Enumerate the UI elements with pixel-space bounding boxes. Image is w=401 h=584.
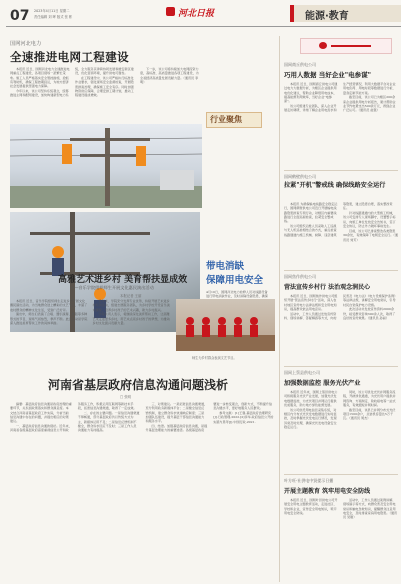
paragraph: 该公司组建专业团队，深入企业开展走访调研，详细了解企业用电需求和生产经营情况，利用大数据平台对企业用电负荷、用电时段等数据进行分析，量身定制节能方案。 [284, 82, 396, 113]
paper-name: 河北日报 [178, 9, 215, 19]
article-r2 [284, 174, 398, 268]
paragraph: 今年以来，该公司坚持系统观念，统筹推进主网和配网建设，加快构建新型电力系统，全力服务京津冀协同发展和雄安新区建设，优化营商环境，提升供电可靠性。 [10, 67, 134, 98]
article-title: 河南省基层政府信息沟通问题浅析 [48, 378, 229, 392]
paragraph: 在工程建设中，该公司严格执行标准化作业要求，强化现场安全监督检查，开展隐患排查治理，确保施工安全有序。同时加强物资供应保障，合理安排工期计划，推动工程建设提质增效。 [75, 76, 134, 98]
paragraph: 该公司依托用电信息采集系统，对辖区内分布式光伏发电数据进行实时监控，及时掌握光伏发电运行情况，发现异常及时处理，确保光伏发电设备安全稳定运行。 [284, 407, 337, 429]
article-kicker: 叶方旺·社供电中贤提示日播 [284, 478, 334, 483]
article-body [10, 402, 275, 580]
article-title: 开展主题教育 筑牢用电安全防线 [284, 488, 371, 495]
paragraph: 目前，该公司已排查整治各类隐患30余处，有效保障了电网安全运行。（通讯员 刘芳） [343, 228, 398, 242]
article-photo [176, 299, 275, 351]
paragraph: 本报讯 近日，国网叶县供电公司开展安全用电主题教育活动，走进社区、学校和企业，宣传安全用电知识，筑牢用电安全防线。 [284, 498, 338, 515]
paragraph: 参考文献：[1]王强.基层政府治理研究[J].行政管理,2022.[2]李华.政府信息公开的实践与思考[J].中国行政,2021. [213, 411, 274, 424]
paragraph: 同时，该公司优化光伏并网服务流程，开辟绿色通道，为光伏用户提供并网咨询、方案制定、验收接电等一站式服务，有效缩短并网时间。 [343, 390, 396, 407]
photo-headline: 带电消缺 [206, 261, 245, 272]
date-line: 2023年4月11日 星期二 [34, 9, 70, 13]
badge-text: 行业聚焦 [210, 114, 242, 124]
article-kicker: 国网鹤壁供电公司 [284, 174, 316, 179]
performers-icon [176, 299, 275, 351]
editor-line: 责任编辑 刘 晖 版式 张 彬 [34, 15, 73, 19]
paragraph: 活动中，工作人员通过案例讲解、现场演示等方式，向群众普及安全用电常识和触电急救知识，提醒群众注意用电安全，及时排查家庭用电隐患。（通讯员 吴刚） [343, 498, 398, 520]
masthead-rule [6, 26, 401, 27]
paper-logo [166, 6, 236, 20]
article-subtitle: ——音乐学院组织师生开展文化惠民演出活动 [70, 285, 154, 290]
article-byline: 本报记者 王丽 [120, 294, 142, 298]
section-title: 能源·教育 [305, 11, 349, 22]
article-grid [10, 36, 275, 212]
paragraph: 一、基层政府信息沟通的现状。近年来，河南省各级基层政府高度重视信息公开和政务服务工作，积极运用互联网等新技术手段，拓宽信息沟通渠道，取得了一定成效。 [10, 402, 137, 433]
article-r3 [284, 274, 398, 364]
banner-rule [331, 45, 371, 47]
photo-caption: 师生为乡村群众表演文艺节目。 [192, 356, 237, 360]
paragraph: 三、对策建议。一是拓宽信息沟通渠道，充分利用政务新媒体平台；二是健全信息反馈机制，建立群众诉求快速响应制度；三是加强队伍建设，提升基层干部信息沟通能力和服务水平。 [145, 402, 208, 424]
article-body [284, 202, 398, 266]
paragraph: 本报讯 近日，音乐学院组织师生走进乡村开展文化惠民演出活动，为当地群众送上精彩的文艺节目，丰富了农村群众的精神文化生活，受到广泛好评。 [10, 299, 88, 312]
paper-logo-icon [166, 7, 175, 16]
paragraph: 本报讯 近日，国网焦作供电公司组织开展"营法宣传乡村行"活动，深入农村地区宣传电力法律法规和安全用电知识，提高群众依法用电意识。 [284, 294, 338, 311]
paragraph: 摘要：基层政府信息沟通是政府治理的重要环节，关系到政策落实和群众满意度。本文结合河南省基层政府工作实际，分析当前信息沟通中存在的问题，并提出相应的对策建议。 [10, 402, 72, 424]
article-kicker: 国网河北电力 [10, 41, 42, 47]
article-body [284, 294, 398, 362]
paragraph: 本报讯 近日，国网商丘供电公司通过电力大数据分析，为辖区企业提供用电优化建议，帮助企业降低用电成本，提高能源利用效率，当好企业"电参谋"。 [284, 82, 338, 104]
article-arts [10, 272, 275, 366]
section-divider [284, 366, 398, 367]
paragraph: 针对线路通道内的大型施工机械，该公司安排专人现场蹲守，设置警示标识，向施工单位发放安全告知书，签订安全协议，防止外力破坏事故发生。 [343, 211, 396, 229]
section-divider [284, 474, 398, 475]
article-byline: □ 张明 [120, 395, 132, 399]
paragraph: 四、结语。加强基层政府信息沟通，是提升基层治理能力的重要途径。各级基层政府要进一步转变观念，创新方式，不断提升信息沟通水平，更好地服务人民群众。 [145, 402, 273, 433]
article-title: 加强数据监控 服务光伏产业 [284, 380, 361, 387]
paragraph: 截至目前，该县已并网分布式光伏项目1500余户，总装机容量达5万千瓦。（通讯员 周杰） [343, 407, 396, 421]
article-r1 [284, 62, 398, 158]
paragraph: 截至目前，该公司已为辖区200余家企业提供用电分析报告，累计帮助企业节约电费支出500余万元，得到企业广泛认可。（通讯员 赵强） [343, 95, 396, 113]
section-divider [284, 170, 398, 171]
section-divider [284, 270, 398, 271]
paragraph: 近年来，学院充分发挥专业优势，持续开展艺术进乡村系列活动，组建志愿服务团队，为乡村学校开设音乐美术课程，培养乡村孩子的艺术兴趣，助力乡村振兴。 [92, 299, 170, 312]
industry-badge [206, 112, 262, 128]
banner-logo-icon [319, 42, 327, 49]
article-title: 高雅艺术进乡村 美育帮扶显成效 [58, 275, 188, 285]
article-gov [10, 372, 275, 582]
article-title: 巧用人数据 当好企业"电参谋" [284, 71, 372, 79]
paragraph: 4月10日，国网河北电力检修人员对线路设备进行带电消缺作业，及时消除设备隐患，确保 [206, 290, 268, 299]
article-kicker: 国网商丘供电公司 [284, 62, 316, 67]
paragraph: 本报讯 近年来，国网上蔡县供电公司积极服务光伏产业发展，加强光伏发电数据监控，为光伏项目并网运行提供优质服务，助力地方绿色能源发展。 [284, 390, 338, 407]
paragraph: 本报讯 为确保输电线路安全稳定运行，国网鹤壁供电公司近日开展输电线路隐患排查专项行动，对辖区内重要线路进行全面巡视检查，拉紧安全警戒线。 [284, 202, 338, 224]
masthead [0, 0, 401, 30]
paragraph: 学院负责人表示，将继续深化美育帮扶工作，让高雅艺术走进更多乡村，用艺术点亮乡村孩子的梦想，为推动乡村文化振兴贡献力量。 [92, 312, 170, 326]
section-tab-marker [290, 5, 294, 22]
paragraph: 本报讯 近日，国网河北电力全速推进电网重点工程建设，各项目现场一派繁忙景象。施工人员严格落实安全管控措施，抢抓有利时机，确保工程按期投运，为地方经济社会发展提供坚强电力保障。 [10, 67, 70, 89]
article-kicker: 国网上蔡县供电公司 [284, 370, 320, 375]
article-title: 拉紧"开机"警戒线 确保线路安全运行 [284, 182, 386, 189]
paragraph: 演出中，师生们表演了合唱、器乐演奏、舞蹈等多种形式的节目，现场气氛热烈，掌声不断。此次活动是学院深入推进美育帮扶工作的具体举措。 [10, 312, 88, 326]
article-body [284, 82, 398, 156]
paragraph: 该公司组织运维人员采取人工巡视与无人机巡检相结合的方式，重点检查线路通道内施工机械、树障、违章建筑等隐患，建立隐患台账，落实整改责任。 [284, 202, 393, 237]
article-photo [10, 124, 202, 208]
article-r5 [284, 478, 398, 582]
article-r4 [284, 370, 398, 472]
paragraph: 二、存在的主要问题。一是信息沟通渠道不够畅通，部分基层政府仍以传统方式为主，新媒体运用不足；二是信息反馈机制不健全，群众诉求回应不及时；三是工作人员沟通能力有待提高。 [77, 411, 140, 433]
article-body [284, 498, 398, 580]
paragraph: 下一步，该公司将持续加大电网投资力度，高标准、高质量推进各项工程建设，为全省经济高质量发展贡献力量。（通讯员 李明） [140, 67, 199, 84]
photo-headline: 保障用电安全 [206, 275, 264, 286]
paragraph: 此次活动共发放宣传资料2000余份，接受群众咨询300余人次，取得了良好的宣传效果。（通讯员 孙丽） [343, 307, 396, 321]
article-title: 全速推进电网工程建设 [10, 50, 129, 64]
page-number: 07 [10, 8, 30, 24]
power-pole-icon [10, 124, 202, 208]
article-body [10, 299, 170, 365]
brand-banner [300, 38, 392, 54]
article-title: 营法宣传乡村行 法治观念润民心 [284, 284, 371, 291]
paragraph: 活动中，工作人员通过发放宣传资料、现场讲解、答疑解惑等方式，向村民普及《电力法》《电力设施保护条例》等法律法规，讲解安全用电常识，引导村民自觉保护电力设施。 [284, 294, 398, 321]
article-kicker: 国网焦作供电公司 [284, 274, 316, 279]
article-body [10, 67, 200, 121]
column-divider [279, 36, 280, 582]
article-body [284, 390, 398, 470]
